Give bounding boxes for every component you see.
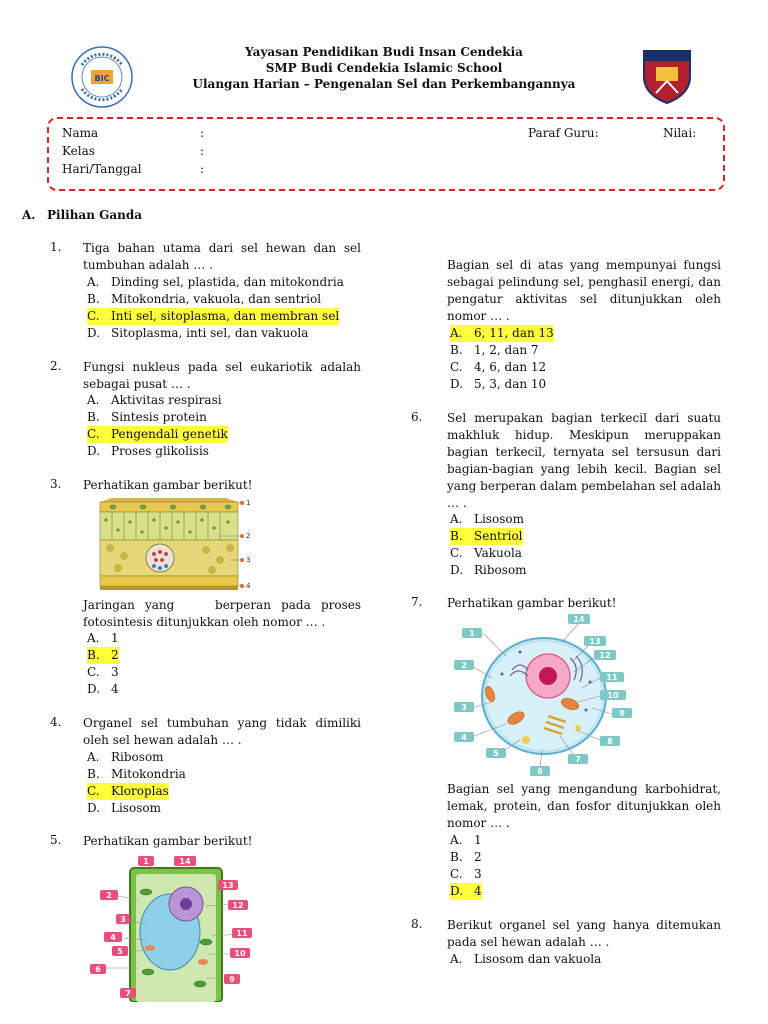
q3-text: Perhatikan gambar berikut! bbox=[83, 478, 253, 492]
option-text: 1, 2, dan 7 bbox=[474, 343, 539, 357]
option-text: 1 bbox=[111, 631, 119, 645]
q5-text-2: Bagian sel di atas yang mempunyai fungsi sebagai pelindung sel, penghasil energi, dan pengatur aktivitas sel ditunjukkan oleh nomor … . bbox=[447, 258, 721, 323]
q7-option-a[interactable] bbox=[450, 832, 482, 849]
option-text: Pengendali genetik bbox=[111, 427, 228, 441]
option-text: 4, 6, dan 12 bbox=[474, 360, 547, 374]
fig-label: 1 bbox=[143, 857, 149, 866]
fig-label: 5 bbox=[493, 749, 499, 758]
option-text: 2 bbox=[111, 648, 119, 662]
option-letter: A. bbox=[87, 750, 100, 764]
option-text: 2 bbox=[474, 850, 482, 864]
q5-option-a[interactable] bbox=[450, 325, 554, 342]
logo-left-mark: BIC bbox=[94, 74, 110, 83]
q6-option-b[interactable] bbox=[450, 528, 523, 545]
nama-colon: : bbox=[200, 126, 205, 140]
q8-text: Berikut organel sel yang hanya ditemukan pada sel hewan adalah … . bbox=[447, 918, 721, 949]
option-letter: D. bbox=[87, 326, 101, 340]
fig-label: 7 bbox=[125, 989, 131, 998]
fig-label: 3 bbox=[120, 915, 126, 924]
hari-tanggal-label: Hari/Tanggal bbox=[62, 162, 142, 176]
section-title: Pilihan Ganda bbox=[47, 208, 143, 222]
q4-number: 4. bbox=[50, 715, 62, 729]
option-text: Kloroplas bbox=[111, 784, 169, 798]
option-text: Ribosom bbox=[111, 750, 164, 764]
fig-label: 4 bbox=[461, 733, 467, 742]
option-text: Sitoplasma, inti sel, dan vakuola bbox=[111, 326, 309, 340]
q1-text: Tiga bahan utama dari sel hewan dan sel tumbuhan adalah … . bbox=[83, 241, 361, 272]
fig-label: 5 bbox=[117, 947, 123, 956]
fig-label: 7 bbox=[575, 755, 581, 764]
fig-label: 14 bbox=[573, 615, 585, 624]
option-letter: C. bbox=[87, 784, 100, 798]
q3-number: 3. bbox=[50, 477, 62, 491]
q4-text: Organel sel tumbuhan yang tidak dimiliki oleh sel hewan adalah … . bbox=[83, 716, 361, 747]
q2-number: 2. bbox=[50, 359, 62, 373]
q2-option-d[interactable] bbox=[87, 443, 209, 460]
student-info-box bbox=[47, 117, 725, 191]
fig-label: 1 bbox=[246, 499, 251, 507]
option-text: Proses glikolisis bbox=[111, 444, 209, 458]
q5-text: Perhatikan gambar berikut! bbox=[83, 834, 253, 848]
q7-text: Perhatikan gambar berikut! bbox=[447, 596, 617, 610]
option-text: Mitokondria bbox=[111, 767, 186, 781]
fig-label: 14 bbox=[179, 857, 191, 866]
q1-option-a[interactable] bbox=[87, 274, 344, 291]
q1-option-d[interactable] bbox=[87, 325, 308, 342]
option-letter: A. bbox=[450, 326, 463, 340]
option-letter: D. bbox=[87, 682, 101, 696]
option-text: 4 bbox=[111, 682, 119, 696]
option-letter: B. bbox=[450, 850, 463, 864]
q2-text: Fungsi nukleus pada sel eukariotik adalah sebagai pusat … . bbox=[83, 360, 361, 391]
q3-option-c[interactable] bbox=[87, 664, 119, 681]
fig-label: 1 bbox=[469, 629, 475, 638]
fig-label: 10 bbox=[607, 691, 619, 700]
q7-number: 7. bbox=[411, 595, 423, 609]
fig-label: 6 bbox=[95, 965, 101, 974]
q5-option-c[interactable] bbox=[450, 359, 546, 376]
q3-text-2: Jaringan yang berperan pada proses fotosintesis ditunjukkan oleh nomor … . bbox=[83, 598, 365, 629]
q3-option-b[interactable] bbox=[87, 647, 119, 664]
fig-label: 8 bbox=[607, 737, 613, 746]
fig-label: 6 bbox=[537, 767, 543, 776]
fig-label: 13 bbox=[222, 881, 234, 890]
q4-option-a[interactable] bbox=[87, 749, 164, 766]
option-letter: D. bbox=[450, 377, 464, 391]
q5-option-d[interactable] bbox=[450, 376, 546, 393]
option-letter: A. bbox=[450, 952, 463, 966]
fig-label: 11 bbox=[236, 929, 248, 938]
option-letter: D. bbox=[450, 563, 464, 577]
option-letter: C. bbox=[87, 427, 100, 441]
fig-label: 11 bbox=[606, 673, 618, 682]
q3-option-d[interactable] bbox=[87, 681, 119, 698]
option-text: Inti sel, sitoplasma, dan membran sel bbox=[111, 309, 340, 323]
option-text: 1 bbox=[474, 833, 482, 847]
option-letter: A. bbox=[87, 275, 100, 289]
option-text: Sintesis protein bbox=[111, 410, 207, 424]
option-letter: A. bbox=[450, 833, 463, 847]
fig-label: 10 bbox=[234, 949, 246, 958]
option-letter: C. bbox=[87, 309, 100, 323]
q7-option-c[interactable] bbox=[450, 866, 482, 883]
q2-option-c[interactable] bbox=[87, 426, 228, 443]
q4-option-b[interactable] bbox=[87, 766, 186, 783]
fig-label: 2 bbox=[246, 532, 251, 540]
q1-number: 1. bbox=[50, 240, 62, 254]
fig-label: 2 bbox=[106, 891, 112, 900]
q2-option-a[interactable] bbox=[87, 392, 222, 409]
q4-option-d[interactable] bbox=[87, 800, 161, 817]
option-letter: C. bbox=[87, 665, 100, 679]
q2-option-b[interactable] bbox=[87, 409, 207, 426]
option-text: Aktivitas respirasi bbox=[111, 393, 222, 407]
option-text: Lisosom bbox=[111, 801, 161, 815]
option-text: Ribosom bbox=[474, 563, 527, 577]
option-letter: B. bbox=[450, 529, 463, 543]
kelas-colon: : bbox=[200, 144, 205, 158]
q5-number: 5. bbox=[50, 833, 62, 847]
header-line-1: Yayasan Pendidikan Budi Insan Cendekia bbox=[245, 45, 523, 59]
q6-option-a[interactable] bbox=[450, 511, 524, 528]
q8-number: 8. bbox=[411, 917, 423, 931]
fig-label: 9 bbox=[619, 709, 625, 718]
option-letter: C. bbox=[450, 546, 463, 560]
option-letter: B. bbox=[87, 292, 100, 306]
fig-label: 2 bbox=[461, 661, 467, 670]
option-letter: B. bbox=[450, 343, 463, 357]
fig-label: 13 bbox=[589, 637, 601, 646]
option-text: Dinding sel, plastida, dan mitokondria bbox=[111, 275, 344, 289]
option-letter: B. bbox=[87, 767, 100, 781]
q8-option-a[interactable] bbox=[450, 951, 601, 968]
option-letter: B. bbox=[87, 410, 100, 424]
option-letter: D. bbox=[87, 444, 101, 458]
school-crest bbox=[636, 45, 698, 105]
option-text: Lisosom bbox=[474, 512, 524, 526]
q6-text: Sel merupakan bagian terkecil dari suatu makhluk hidup. Meskipun meruppakan bagian terkecil, ternyata sel tersusun dari bagian-bagian yang lebih kecil. Bagian sel yang berperan dalam pembelahan sel adalah … . bbox=[447, 411, 721, 510]
option-text: Sentriol bbox=[474, 529, 523, 543]
option-letter: D. bbox=[87, 801, 101, 815]
fig-label: 3 bbox=[246, 556, 251, 564]
option-letter: A. bbox=[450, 512, 463, 526]
option-text: 3 bbox=[111, 665, 119, 679]
option-letter: C. bbox=[450, 867, 463, 881]
fig-label: 4 bbox=[110, 933, 116, 942]
fig-label: 12 bbox=[599, 651, 611, 660]
option-letter: A. bbox=[87, 631, 100, 645]
q7-text-2: Bagian sel yang mengandung karbohidrat, lemak, protein, dan fosfor ditunjukkan oleh nomor … . bbox=[447, 782, 721, 830]
q3-option-a[interactable] bbox=[87, 630, 119, 647]
kelas-label: Kelas bbox=[62, 144, 95, 158]
fig-label: 3 bbox=[461, 703, 467, 712]
option-letter: C. bbox=[450, 360, 463, 374]
option-text: 4 bbox=[474, 884, 482, 898]
option-letter: D. bbox=[450, 884, 464, 898]
q5-option-b[interactable] bbox=[450, 342, 539, 359]
q7-option-b[interactable] bbox=[450, 849, 482, 866]
nama-label: Nama bbox=[62, 126, 99, 140]
leaf-tissue-figure bbox=[98, 496, 254, 592]
q6-option-c[interactable] bbox=[450, 545, 522, 562]
option-text: 6, 11, dan 13 bbox=[474, 326, 554, 340]
q6-number: 6. bbox=[411, 410, 423, 424]
header-line-3: Ulangan Harian – Pengenalan Sel dan Perkembangannya bbox=[192, 77, 576, 91]
q6-option-d[interactable] bbox=[450, 562, 527, 579]
fig-label: 4 bbox=[246, 582, 251, 590]
option-letter: B. bbox=[87, 648, 100, 662]
q1-option-b[interactable] bbox=[87, 291, 321, 308]
hari-colon: : bbox=[200, 162, 205, 176]
paraf-guru-label: Paraf Guru: bbox=[528, 126, 599, 140]
nilai-label: Nilai: bbox=[663, 126, 697, 140]
section-letter: A. bbox=[22, 208, 36, 222]
plant-cell-figure bbox=[88, 852, 263, 1002]
q7-option-d[interactable] bbox=[450, 883, 482, 900]
q1-option-c[interactable] bbox=[87, 308, 339, 325]
animal-cell-figure bbox=[450, 612, 650, 778]
option-letter: A. bbox=[87, 393, 100, 407]
option-text: 3 bbox=[474, 867, 482, 881]
fig-label: 9 bbox=[229, 975, 235, 984]
fig-label: 12 bbox=[232, 901, 244, 910]
option-text: Vakuola bbox=[474, 546, 522, 560]
option-text: Lisosom dan vakuola bbox=[474, 952, 602, 966]
q4-option-c[interactable] bbox=[87, 783, 169, 800]
option-text: Mitokondria, vakuola, dan sentriol bbox=[111, 292, 322, 306]
option-text: 5, 3, dan 10 bbox=[474, 377, 547, 391]
header-line-2: SMP Budi Cendekia Islamic School bbox=[265, 61, 503, 75]
